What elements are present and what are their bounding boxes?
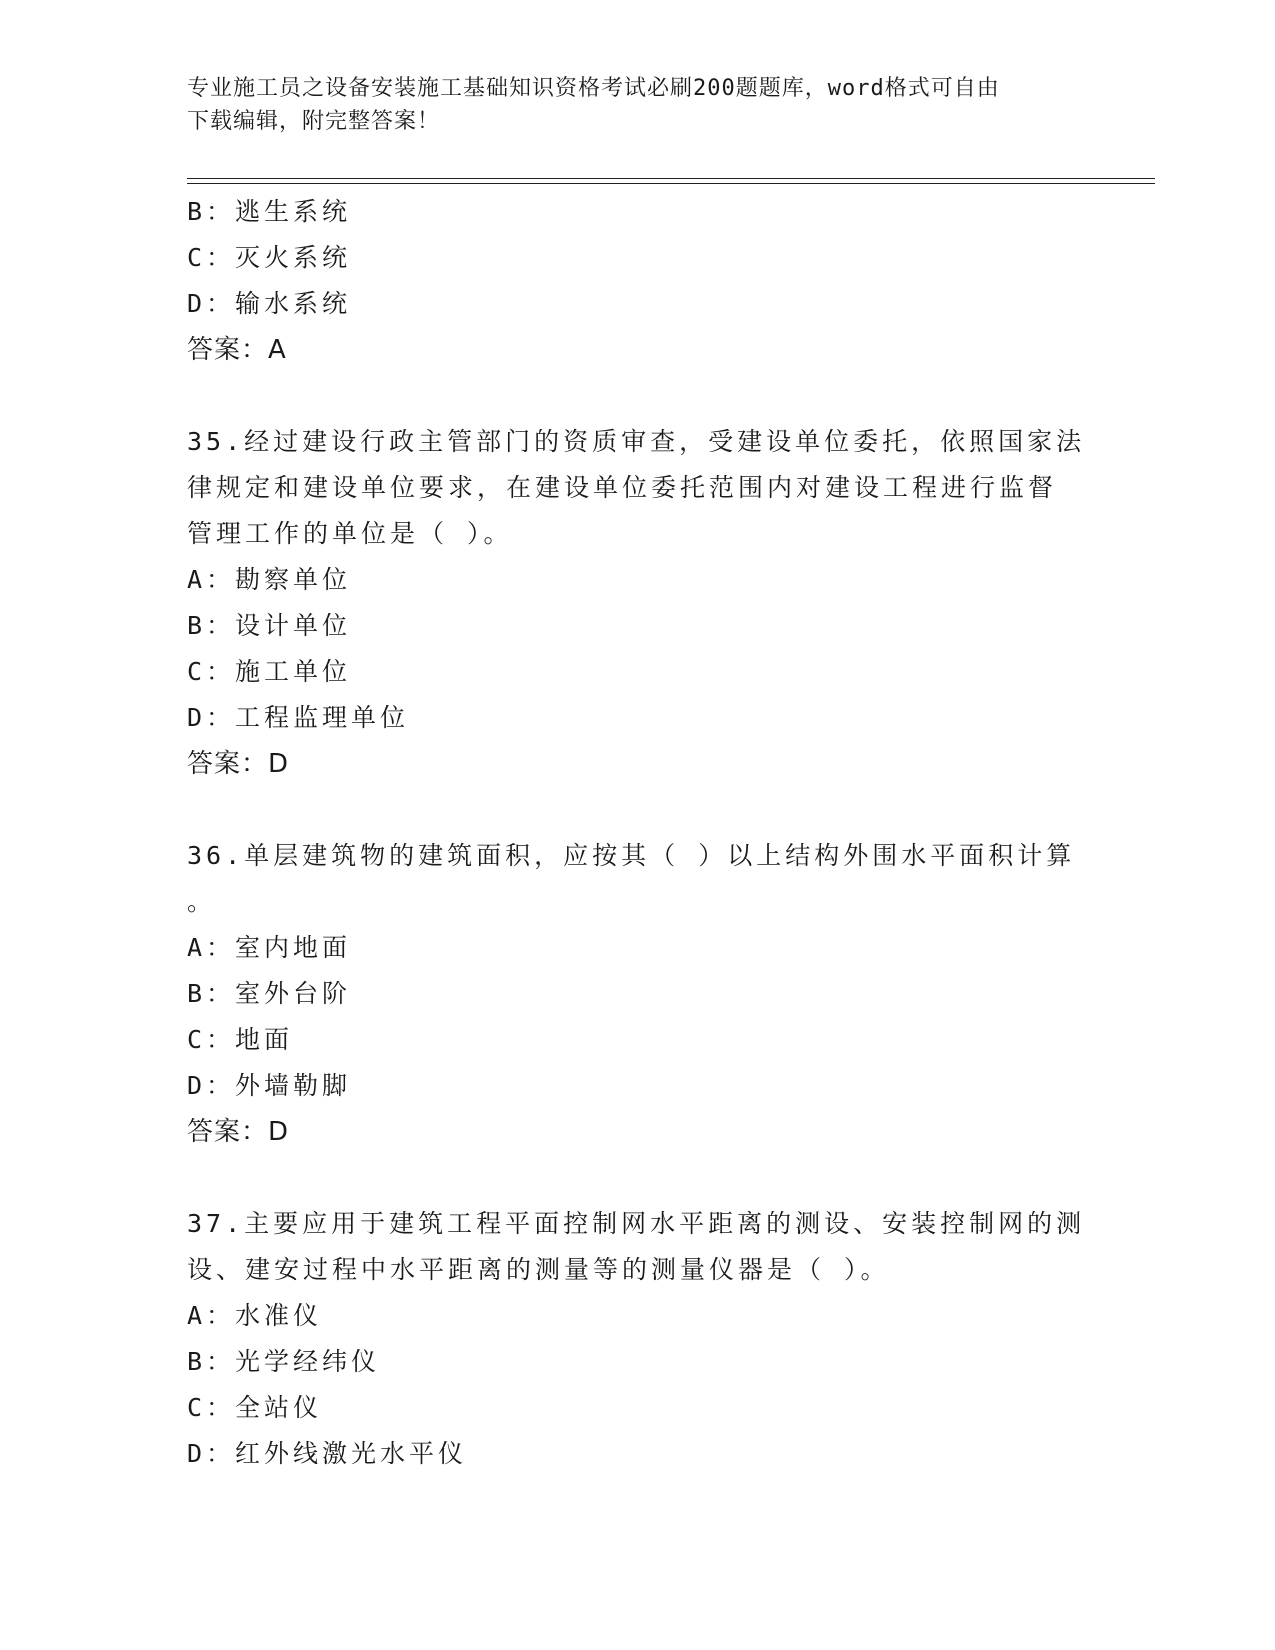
option-b: B：室外台阶 xyxy=(187,979,352,1008)
stem-line: 37.主要应用于建筑工程平面控制网水平距离的测设、安装控制网的测 xyxy=(187,1209,1086,1238)
option-c: C：灭火系统 xyxy=(187,243,352,272)
option-b: B：光学经纬仪 xyxy=(187,1347,381,1376)
option-c: C：全站仪 xyxy=(187,1393,323,1422)
option-d: D：外墙勒脚 xyxy=(187,1071,352,1100)
question-stem xyxy=(187,833,1087,925)
answer-line: 答案：D xyxy=(187,749,290,779)
stem-line: 设、建安过程中水平距离的测量等的测量仪器是（ ）。 xyxy=(187,1255,890,1284)
option-a: A：室内地面 xyxy=(187,933,352,962)
option-c: C：地面 xyxy=(187,1025,294,1054)
option-a: A：水准仪 xyxy=(187,1301,323,1330)
stem-line: 36.单层建筑物的建筑面积，应按其（ ）以上结构外围水平面积计算 xyxy=(187,841,1076,870)
header-rule-top xyxy=(187,178,1155,179)
header-line-2: 下载编辑，附完整答案！ xyxy=(187,109,441,134)
question-35 xyxy=(187,419,1087,787)
stem-line: 管理工作的单位是（ ）。 xyxy=(187,519,513,548)
option-d: D：工程监理单位 xyxy=(187,703,410,732)
question-stem xyxy=(187,1201,1087,1293)
option-c: C：施工单位 xyxy=(187,657,352,686)
option-b: B：设计单位 xyxy=(187,611,352,640)
header-line-1: 专业施工员之设备安装施工基础知识资格考试必刷200题题库，word格式可自由 xyxy=(187,76,1000,101)
option-d: D：红外线激光水平仪 xyxy=(187,1439,468,1468)
question-37 xyxy=(187,1201,1087,1477)
question-list xyxy=(187,189,1087,1477)
answer-line: 答案：D xyxy=(187,1117,290,1147)
question-36 xyxy=(187,833,1087,1155)
question-stem xyxy=(187,419,1087,557)
stem-line: 。 xyxy=(187,887,217,916)
answer-line: 答案：A xyxy=(187,335,287,365)
option-d: D：输水系统 xyxy=(187,289,352,318)
option-a: A：勘察单位 xyxy=(187,565,352,594)
stem-line: 35.经过建设行政主管部门的资质审查，受建设单位委托，依照国家法 xyxy=(187,427,1086,456)
stem-line: 律规定和建设单位要求，在建设单位委托范围内对建设工程进行监督 xyxy=(187,473,1058,502)
option-b: B：逃生系统 xyxy=(187,197,352,226)
document-header xyxy=(187,72,1067,138)
question-34-tail xyxy=(187,189,1087,373)
header-rule-bottom xyxy=(187,183,1155,184)
